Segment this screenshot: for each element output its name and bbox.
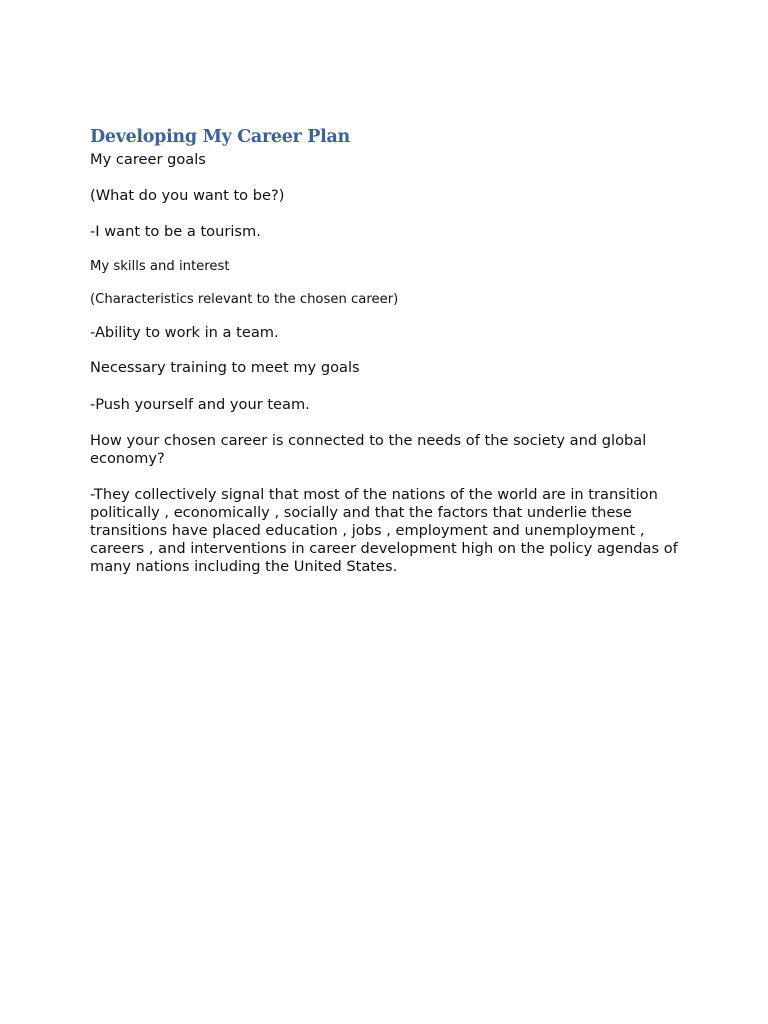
document-title: Developing My Career Plan [90,127,350,147]
paragraph-career-goals-answer: -I want to be a tourism. [90,223,261,240]
paragraph-skills-prompt: (Characteristics relevant to the chosen career) [90,292,399,307]
paragraph-career-goals-heading: My career goals [90,151,206,168]
document-body [90,124,680,576]
paragraph-training-answer: -Push yourself and your team. [90,396,310,413]
paragraph-society-question: How your chosen career is connected to the needs of the society and global economy? [90,432,647,467]
paragraph-skills-heading: My skills and interest [90,259,230,274]
paragraph-skills-answer: -Ability to work in a team. [90,324,279,341]
paragraph-training-heading: Necessary training to meet my goals [90,359,360,376]
paragraph-society-answer: -They collectively signal that most of the nations of the world are in transition politically , economically , socially and that the factors that underlie these transitions have placed education , jobs , employment and unemployment , careers , and interventions in career development high on the policy agendas of many nations including the United States. [90,486,678,575]
paragraph-career-goals-prompt: (What do you want to be?) [90,187,285,204]
